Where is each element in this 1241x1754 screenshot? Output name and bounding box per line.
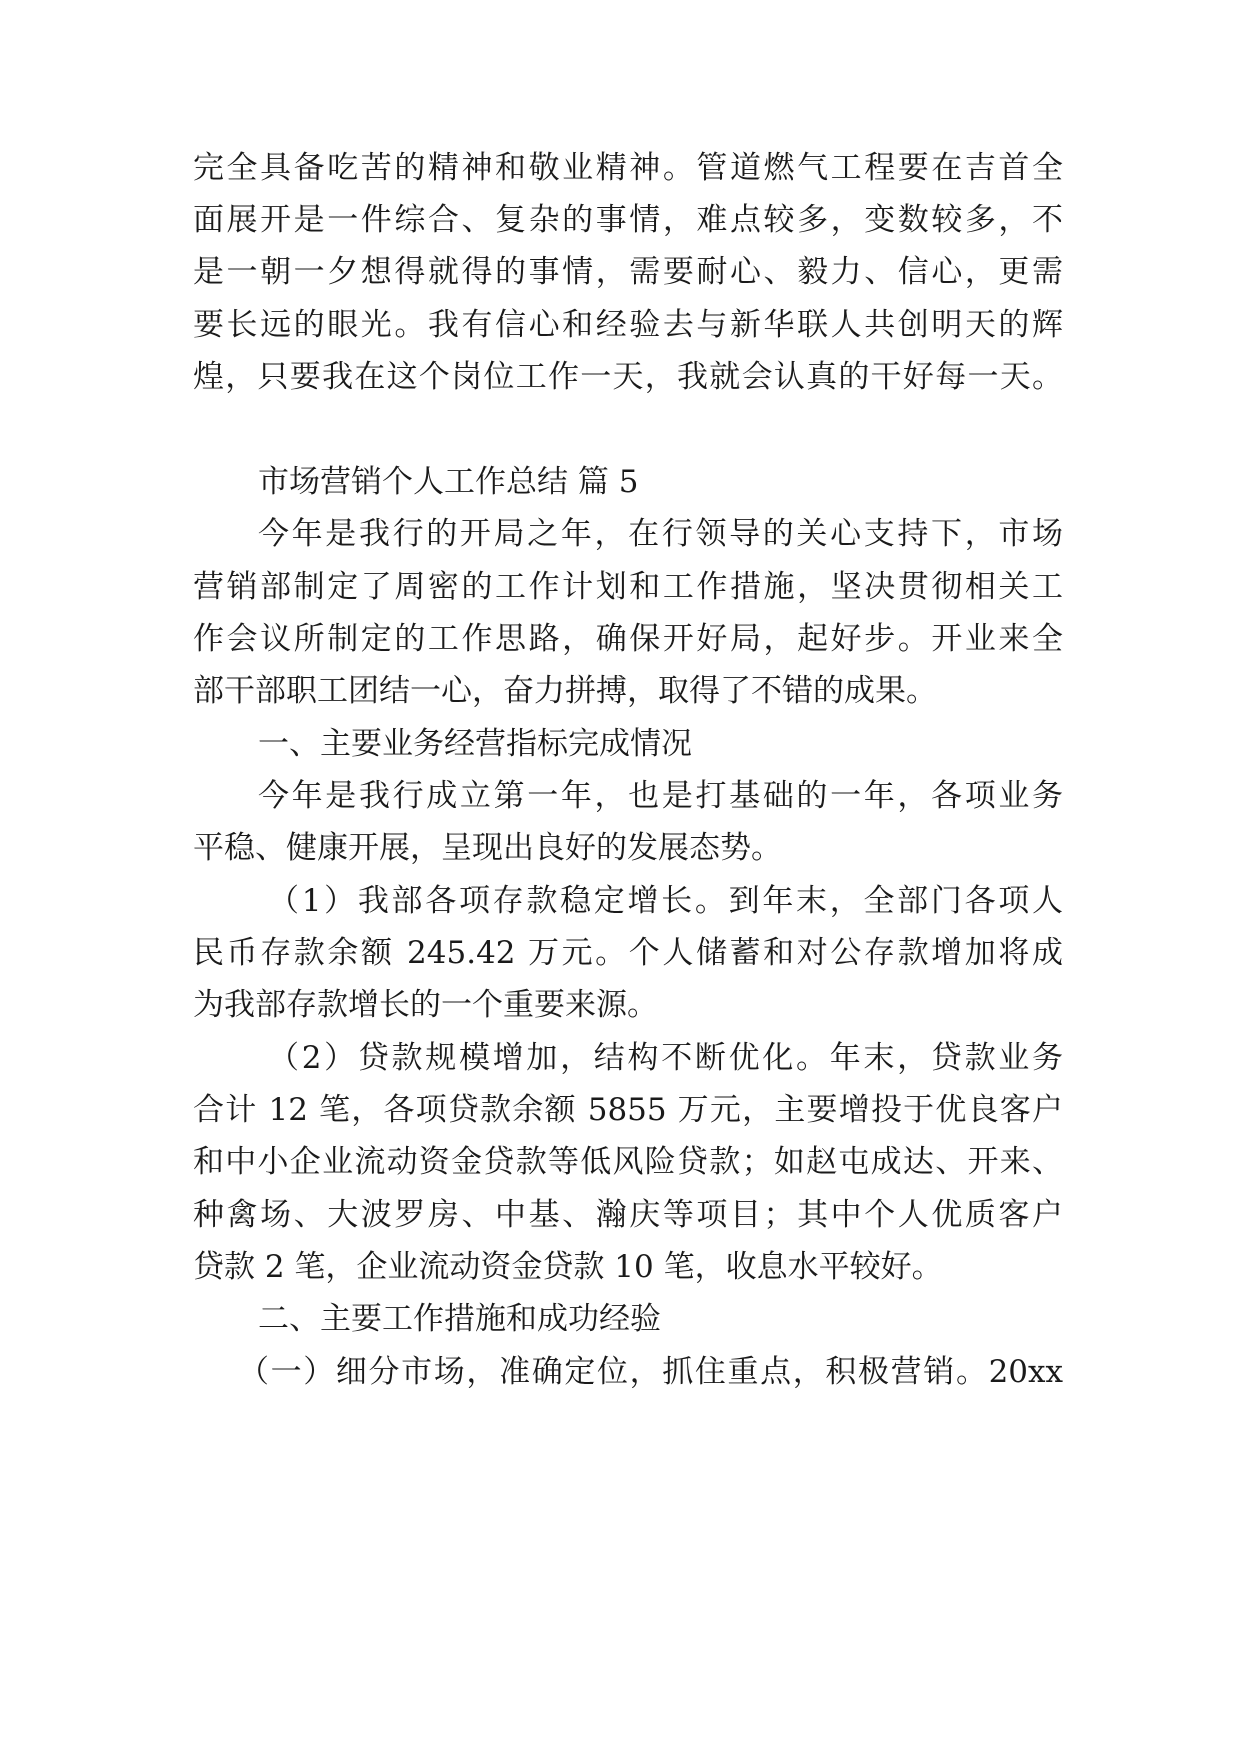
paragraph-line: 贷款 2 笔，企业流动资金贷款 10 笔，收息水平较好。: [193, 1249, 943, 1285]
paragraph-line: （1）我部各项存款稳定增长。到年末，全部门各项人: [268, 883, 1063, 919]
section-heading: 市场营销个人工作总结 篇 5: [258, 464, 639, 500]
paragraph-line: 营销部制定了周密的工作计划和工作措施，坚决贯彻相关工: [193, 569, 1063, 605]
subheading: 一、主要业务经营指标完成情况: [258, 726, 692, 762]
paragraph-line: （一）细分市场，准确定位，抓住重点，积极营销。20xx: [238, 1354, 1063, 1390]
paragraph-line: 今年是我行的开局之年，在行领导的关心支持下，市场: [258, 516, 1063, 552]
paragraph-line: 是一朝一夕想得就得的事情，需要耐心、毅力、信心，更需: [193, 254, 1063, 290]
paragraph-line: 和中小企业流动资金贷款等低风险贷款；如赵屯成达、开来、: [193, 1144, 1063, 1180]
paragraph-line: 完全具备吃苦的精神和敬业精神。管道燃气工程要在吉首全: [193, 150, 1063, 186]
paragraph-line: 合计 12 笔，各项贷款余额 5855 万元，主要增投于优良客户: [193, 1092, 1063, 1128]
paragraph-line: 种禽场、大波罗房、中基、瀚庆等项目；其中个人优质客户: [193, 1197, 1063, 1233]
paragraph-line: 部干部职工团结一心，奋力拼搏，取得了不错的成果。: [193, 673, 937, 709]
subheading: 二、主要工作措施和成功经验: [258, 1301, 661, 1337]
paragraph-line: 民币存款余额 245.42 万元。个人储蓄和对公存款增加将成: [193, 935, 1063, 971]
paragraph-line: 平稳、健康开展，呈现出良好的发展态势。: [193, 830, 782, 866]
paragraph-line: 今年是我行成立第一年，也是打基础的一年，各项业务: [258, 778, 1063, 814]
paragraph-line: 为我部存款增长的一个重要来源。: [193, 987, 658, 1023]
paragraph-line: 要长远的眼光。我有信心和经验去与新华联人共创明天的辉: [193, 307, 1063, 343]
paragraph-line: 面展开是一件综合、复杂的事情，难点较多，变数较多，不: [193, 202, 1063, 238]
paragraph-line: 作会议所制定的工作思路，确保开好局，起好步。开业来全: [193, 621, 1063, 657]
paragraph-line: （2）贷款规模增加，结构不断优化。年末，贷款业务: [268, 1040, 1063, 1076]
paragraph-line: 煌，只要我在这个岗位工作一天，我就会认真的干好每一天。: [193, 359, 1063, 395]
